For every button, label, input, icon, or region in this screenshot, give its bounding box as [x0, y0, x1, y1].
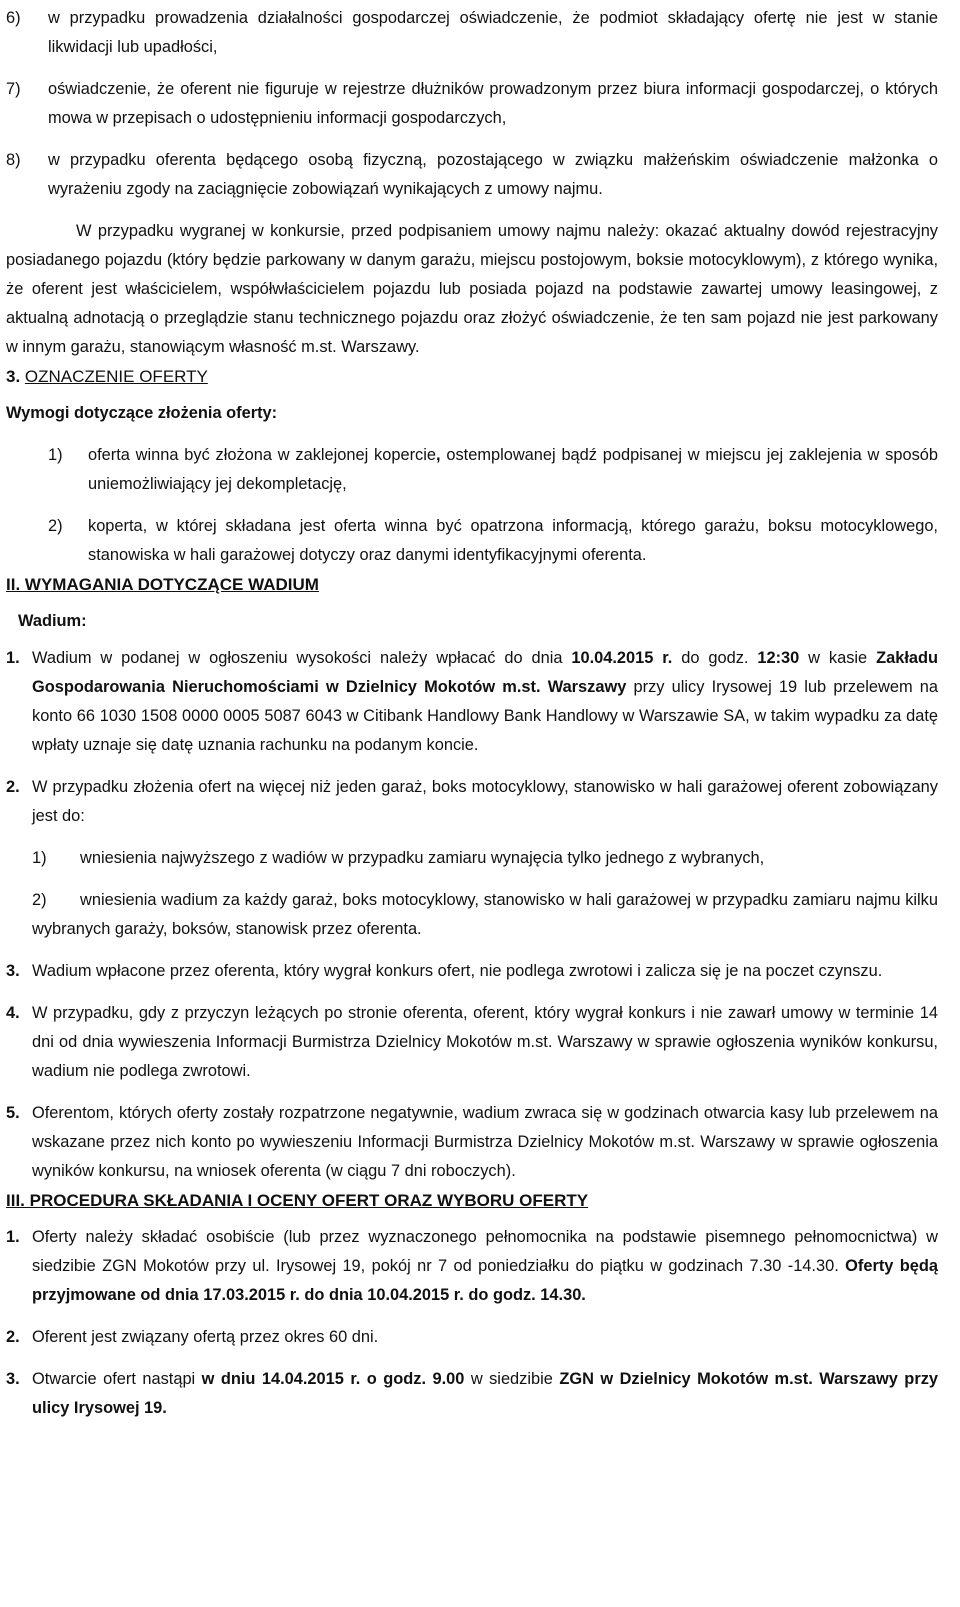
- item-text: Oferentom, których oferty zostały rozpatrzone negatywnie, wadium zwraca się w godzinach otwarcia kasy lub przelewem na wskazane przez nich konto po wywieszeniu Informacji Burmistrza Dzielnicy Mokotów m.st. Warszawy w sprawie ogłoszenia wyników konkursu, na wniosek oferenta (w ciągu 7 dni roboczych).: [32, 1104, 938, 1180]
- item-text: oświadczenie, że oferent nie figuruje w rejestrze dłużników prowadzonym przez biura informacji gospodarczej, o których mowa w przepisach o udostępnieniu informacji gospodarczych,: [48, 80, 938, 127]
- item-number: 2.: [6, 1328, 20, 1346]
- list-item: [6, 75, 938, 133]
- list-item: [6, 4, 938, 62]
- item-text: W przypadku złożenia ofert na więcej niż jeden garaż, boks motocyklowy, stanowisko w hali garażowej oferent zobowiązany jest do:: [32, 778, 938, 825]
- text-part-bold: ,: [436, 446, 441, 464]
- list-item: [6, 512, 938, 570]
- text-part: ostemplowanej bądź podpisanej w miejscu jej zaklejenia w sposób uniemożliwiający jej dekompletację,: [88, 446, 938, 493]
- item-text: koperta, w której składana jest oferta winna być opatrzona informacją, którego garażu, boksu motocyklowego, stanowiska w hali garażowej dotyczy oraz danymi identyfikacyjnymi oferenta.: [88, 517, 938, 564]
- item-number: 4.: [6, 1004, 20, 1022]
- item-number: 7): [6, 80, 21, 98]
- deadline-hour: 12:30: [757, 649, 800, 667]
- item-text: wniesienia wadium za każdy garaż, boks motocyklowy, stanowisko w hali garażowej w przypadku zamiaru najmu kilku wybranych garaży, boksów, stanowisk przez oferenta.: [32, 891, 938, 938]
- opening-place: ZGN w Dzielnicy Mokotów m.st. Warszawy przy ulicy Irysowej 19.: [32, 1370, 939, 1417]
- item-number: 2): [32, 891, 47, 909]
- item-number: 2): [48, 517, 63, 535]
- section-II-title: II. WYMAGANIA DOTYCZĄCE WADIUM: [6, 575, 319, 594]
- item-number: 5.: [6, 1104, 20, 1122]
- item-number: 1): [32, 849, 47, 867]
- opening-date: w dniu 14.04.2015 r. o godz. 9.00: [201, 1370, 465, 1388]
- section-3-number: 3.: [6, 367, 21, 386]
- item-text: [88, 441, 938, 499]
- item-text: [32, 644, 938, 760]
- item-number: 3.: [6, 962, 20, 980]
- deadline-date: 10.04.2015 r.: [571, 649, 673, 667]
- list-item: [6, 1365, 938, 1423]
- item-text: Wadium wpłacone przez oferenta, który wygrał konkurs ofert, nie podlega zwrotowi i zalicza się je na poczet czynszu.: [32, 962, 883, 980]
- list-item: [6, 773, 938, 831]
- item-number: 6): [6, 9, 21, 27]
- list-item: [6, 957, 938, 986]
- text-part: Otwarcie ofert nastąpi: [32, 1370, 202, 1388]
- list-item: [6, 844, 938, 873]
- list-item: [6, 441, 938, 499]
- section-III-title: III. PROCEDURA SKŁADANIA I OCENY OFERT ORAZ WYBORU OFERTY: [6, 1191, 589, 1210]
- item-number: 3.: [6, 1370, 20, 1388]
- item-number: 2.: [6, 778, 20, 796]
- item-number: 1): [48, 446, 63, 464]
- section-3-title: OZNACZENIE OFERTY: [24, 367, 208, 386]
- item-text: w przypadku oferenta będącego osobą fizyczną, pozostającego w związku małżeńskim oświadczenie małżonka o wyrażeniu zgody na zaciągnięcie zobowiązań wynikających z umowy najmu.: [48, 151, 938, 198]
- item-number: 8): [6, 151, 21, 169]
- section-3-heading: [6, 362, 938, 391]
- text-part: Wadium w podanej w ogłoszeniu wysokości należy wpłacać do dnia: [32, 649, 572, 667]
- text-part: Oferty należy składać osobiście (lub przez wyznaczonego pełnomocnika na podstawie pisemnego pełnomocnictwa) w siedzibie ZGN Mokotów przy ul. Irysowej 19, pokój nr 7 od poniedziałku do piątku w godzinach 7.30 -14.30.: [32, 1228, 938, 1275]
- wadium-label: Wadium:: [18, 612, 87, 630]
- item-text: w przypadku prowadzenia działalności gospodarczej oświadczenie, że podmiot składający ofertę nie jest w stanie likwidacji lub upadłości,: [48, 9, 938, 56]
- list-item: [6, 1099, 938, 1186]
- item-text: W przypadku, gdy z przyczyn leżących po stronie oferenta, oferent, który wygrał konkurs i nie zawarł umowy w terminie 14 dni od dnia wywieszenia Informacji Burmistrza Dzielnicy Mokotów m.st. Warszawy w sprawie ogłoszenia wyników konkursu, wadium nie podlega zwrotowi.: [32, 1004, 938, 1080]
- list-item: [6, 886, 938, 944]
- list-item: [6, 999, 938, 1086]
- list-item: [6, 146, 938, 204]
- item-text: Oferent jest związany ofertą przez okres 60 dni.: [32, 1328, 379, 1346]
- submission-dates: Oferty będą przyjmowane od dnia 17.03.2015 r. do dnia 10.04.2015 r. do godz. 14.30.: [32, 1257, 939, 1304]
- list-item: [6, 1223, 938, 1310]
- list-item: [6, 644, 938, 760]
- item-number: 1.: [6, 1228, 20, 1246]
- item-text: [32, 1223, 938, 1310]
- item-number: 1.: [6, 649, 20, 667]
- text-part: w kasie: [799, 649, 877, 667]
- text-part: w siedzibie: [464, 1370, 560, 1388]
- list-item: [6, 1323, 938, 1352]
- office-name: Zakładu Gospodarowania Nieruchomościami w Dzielnicy Mokotów m.st. Warszawy: [32, 649, 939, 696]
- winner-paragraph: W przypadku wygranej w konkursie, przed podpisaniem umowy najmu należy: okazać aktualny dowód rejestracyjny posiadanego pojazdu (który będzie parkowany w danym garażu, miejscu postojowym, boksie motocyklowym), z którego wynika, że oferent jest właścicielem, współwłaścicielem pojazdu lub posiada pojazd na podstawie zawartej umowy leasingowej, z aktualną adnotacją o przeglądzie stanu technicznego pojazdu oraz złożyć oświadczenie, że ten sam pojazd nie jest parkowany w innym garażu, stanowiącym własność m.st. Warszawy.: [6, 222, 938, 356]
- item-text: [32, 1365, 938, 1423]
- text-part: oferta winna być złożona w zaklejonej kopercie: [88, 446, 437, 464]
- item-text: wniesienia najwyższego z wadiów w przypadku zamiaru wynajęcia tylko jednego z wybranych,: [80, 849, 765, 867]
- text-part: do godz.: [672, 649, 758, 667]
- text-part: przy ulicy Irysowej 19 lub przelewem na konto 66 1030 1508 0000 0005 5087 6043 w Citibank Handlowy Bank Handlowy w Warszawie SA, w takim wypadku za datę wpłaty uznaje się datę uznania rachunku na podanym koncie.: [32, 678, 938, 754]
- section-3-subheading: Wymogi dotyczące złożenia oferty:: [6, 404, 278, 422]
